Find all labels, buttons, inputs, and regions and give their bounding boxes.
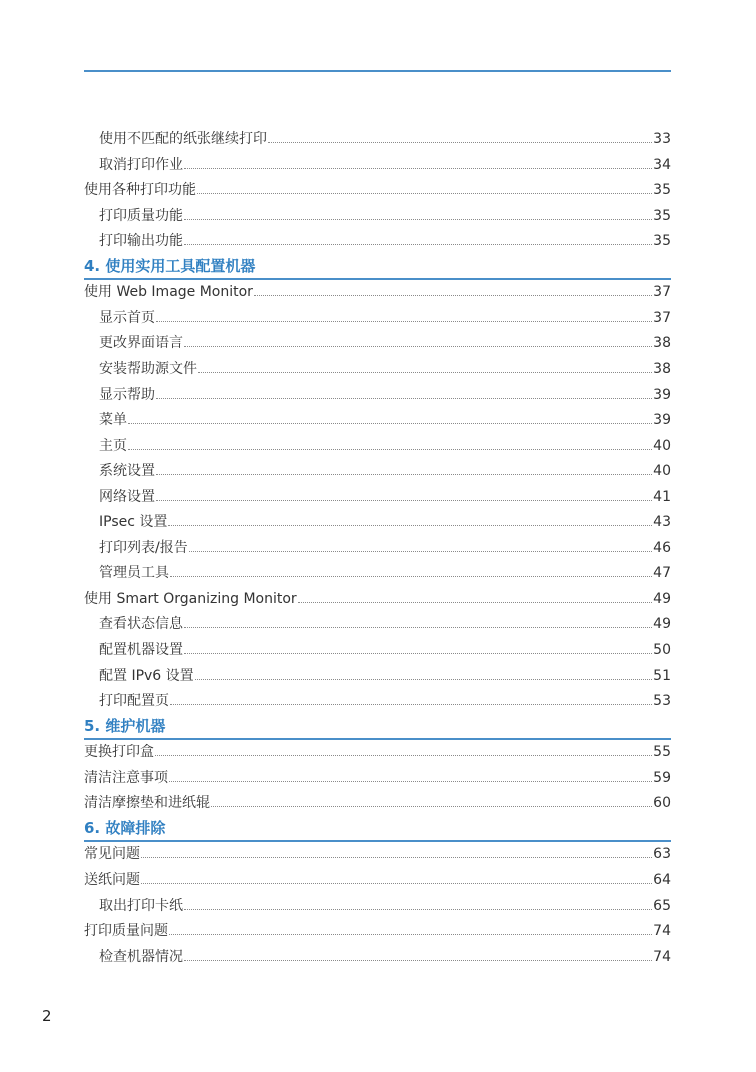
dot-leader [197,192,652,194]
toc-entry-page: 40 [653,437,671,454]
toc-entry[interactable] [99,128,671,148]
toc-entry[interactable] [84,588,671,608]
toc-entry-page: 63 [653,846,671,863]
toc-entry-title: 取消打印作业 [99,156,183,173]
toc-entry-page: 74 [653,948,671,965]
toc-entry-title: 打印列表/报告 [99,539,188,556]
toc-entry-title: 安装帮助源文件 [99,360,197,377]
toc-entry-title: 使用不匹配的纸张继续打印 [99,131,267,147]
toc-entry-title: 送纸问题 [84,871,140,888]
toc-entry-page: 53 [653,693,671,710]
toc-entry[interactable] [84,792,671,812]
dot-leader [169,933,652,935]
toc-entry-title: 常见问题 [84,846,140,863]
chapter-heading [84,716,671,740]
dot-leader [141,882,652,884]
toc-entry[interactable] [99,537,671,557]
toc-entry-title: 更换打印盒 [84,744,154,761]
toc-entry[interactable] [99,562,671,582]
dot-leader [184,243,652,245]
toc-entry-title: 配置 IPv6 设置 [99,667,194,684]
toc-entry-page: 41 [653,488,671,505]
dot-leader [184,345,652,347]
dot-leader [184,652,652,654]
dot-leader [211,805,652,807]
toc-entry-title: 取出打印卡纸 [99,897,183,914]
toc-entry-title: 系统设置 [99,463,155,480]
dot-leader [156,397,652,399]
toc-entry-page: 39 [653,386,671,403]
dot-leader [184,908,652,910]
toc-entry-title: 主页 [99,437,127,454]
dot-leader [128,448,652,450]
toc-entry-page: 47 [653,565,671,582]
dot-leader [155,754,652,756]
toc-entry-page: 35 [653,233,671,250]
toc-entry-title: 打印质量问题 [84,923,168,940]
toc-entry-page: 74 [653,923,671,940]
dot-leader [128,422,652,424]
toc-entry-title: 打印输出功能 [99,233,183,250]
toc-entry-title: 更改界面语言 [99,335,183,352]
toc-entry-page: 49 [653,590,671,607]
dot-leader [156,473,652,475]
toc-entry[interactable] [99,946,671,966]
toc-entry-page: 65 [653,897,671,914]
toc-entry-page: 33 [653,131,671,147]
chapter-title: 4. 使用实用工具配置机器 [84,256,256,275]
dot-leader [254,294,652,296]
toc-entry-title: 配置机器设置 [99,642,183,658]
toc-entry[interactable] [99,435,671,455]
toc-entry[interactable] [99,895,671,915]
toc-entry-title: 检查机器情况 [99,948,183,965]
toc-entry[interactable] [99,332,671,352]
toc-entry-page: 39 [653,412,671,429]
dot-leader [184,626,652,628]
toc-entry[interactable] [84,741,671,761]
toc-entry-title: 菜单 [99,412,127,429]
toc-entry-page: 35 [653,207,671,224]
toc-entry[interactable] [99,307,671,327]
toc-entry[interactable] [99,384,671,404]
toc-entry-title: 清洁摩擦垫和进纸辊 [84,795,210,812]
toc-entry-page: 46 [653,539,671,556]
toc-entry-page: 40 [653,463,671,480]
toc-entry-page: 37 [653,309,671,326]
toc-entry[interactable] [84,869,671,889]
toc-entry-title: 打印配置页 [99,693,169,710]
toc-entry-page: 51 [653,667,671,684]
dot-leader [156,499,652,501]
toc-entry-page: 50 [653,642,671,658]
toc-entry-page: 38 [653,335,671,352]
chapter-title: 6. 故障排除 [84,818,166,837]
toc-entry[interactable] [99,409,671,429]
dot-leader [189,550,652,552]
dot-leader [198,371,652,373]
toc-entry-page: 59 [653,769,671,786]
dot-leader [268,141,652,143]
toc-entry-title: 查看状态信息 [99,616,183,633]
toc-entry-page: 37 [653,284,671,301]
chapter-rule [84,738,671,740]
dot-leader [184,218,652,220]
chapter-rule [84,840,671,842]
dot-leader [141,856,652,858]
toc-entry-title: 管理员工具 [99,565,169,582]
toc-entry[interactable] [99,358,671,378]
dot-leader [168,524,652,526]
toc-entry[interactable] [84,843,671,863]
toc-entry[interactable] [99,665,671,685]
toc-entry[interactable] [99,613,671,633]
toc-entry-page: 60 [653,795,671,812]
toc-entry-title: 网络设置 [99,488,155,505]
toc-entry[interactable] [99,639,671,659]
table-of-contents [84,0,671,1072]
dot-leader [298,601,652,603]
toc-entry-page: 34 [653,156,671,173]
toc-entry-page: 38 [653,360,671,377]
chapter-rule [84,278,671,280]
toc-entry[interactable] [99,486,671,506]
toc-entry[interactable] [99,230,671,250]
dot-leader [170,575,652,577]
toc-entry-title: 使用 Web Image Monitor [84,284,253,301]
dot-leader [184,959,652,961]
toc-entry[interactable] [84,179,671,199]
toc-entry-page: 49 [653,616,671,633]
toc-entry[interactable] [99,205,671,225]
chapter-title: 5. 维护机器 [84,716,166,735]
dot-leader [156,320,652,322]
toc-entry-title: IPsec 设置 [99,514,168,531]
dot-leader [184,167,652,169]
toc-entry-title: 显示首页 [99,309,155,326]
dot-leader [195,678,653,680]
toc-entry-title: 打印质量功能 [99,207,183,224]
toc-entry-page: 55 [653,744,671,761]
toc-entry[interactable] [99,511,671,531]
toc-entry[interactable] [84,281,671,301]
toc-entry[interactable] [84,920,671,940]
toc-entry-page: 64 [653,871,671,888]
page-number: 2 [42,1007,52,1025]
toc-entry-title: 显示帮助 [99,386,155,403]
toc-entry[interactable] [99,460,671,480]
chapter-heading [84,256,671,280]
toc-entry[interactable] [84,767,671,787]
dot-leader [169,780,652,782]
toc-entry-page: 35 [653,182,671,199]
toc-entry-page: 43 [653,514,671,531]
toc-entry[interactable] [99,154,671,174]
chapter-heading [84,818,671,842]
toc-entry-title: 使用各种打印功能 [84,182,196,199]
toc-entry-title: 使用 Smart Organizing Monitor [84,590,297,607]
toc-entry-title: 清洁注意事项 [84,769,168,786]
toc-entry[interactable] [99,690,671,710]
dot-leader [170,703,652,705]
